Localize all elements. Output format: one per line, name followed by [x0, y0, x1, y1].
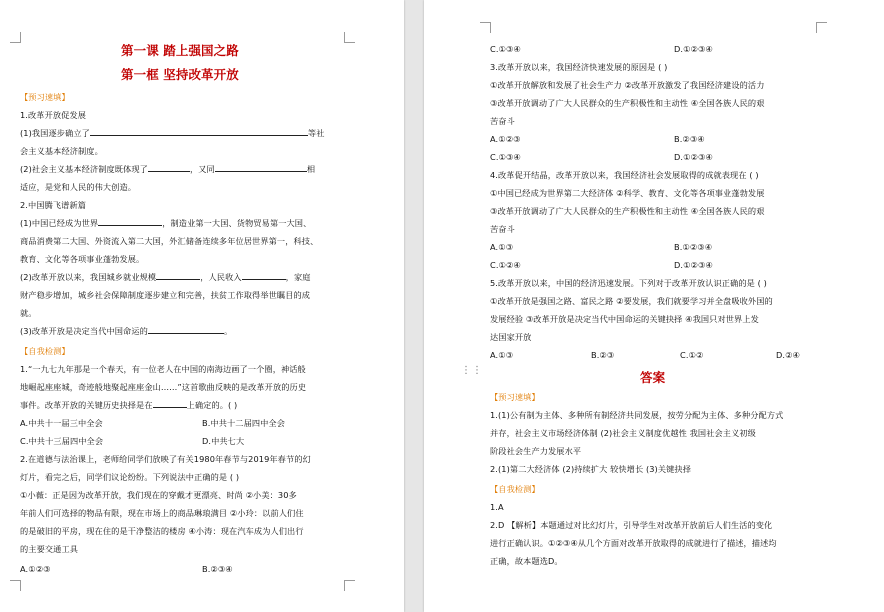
fill-blank [156, 272, 200, 280]
option: C.①③④ [490, 152, 521, 162]
question-line: 3.改革开放以来，我国经济快速发展的原因是 ( ) [490, 62, 668, 72]
margin-corner-mark [344, 580, 355, 591]
text-line: 会主义基本经济制度。 [20, 146, 103, 156]
margin-corner-mark [10, 580, 21, 591]
self-check-header: 【自我检测】 [20, 346, 70, 356]
option: C.①②④ [490, 260, 521, 270]
fill-blank [90, 128, 308, 136]
question-line: ①改革开放是强国之路、富民之路 ②要发展，我们就要学习并全盘吸收外国的 [490, 296, 773, 306]
section-title: 第一框 坚持改革开放 [121, 67, 239, 82]
question-line: 事件。改革开放的关键历史抉择是在 上确定的。( ) [20, 400, 238, 410]
option: C.①② [680, 350, 704, 360]
option: B.①②③④ [674, 242, 713, 252]
document-page-left [0, 0, 404, 612]
text-line: 就。 [20, 308, 37, 318]
question-line: 的主要交通工具 [20, 544, 79, 554]
question-line: 发展经验 ③改革开放是决定当代中国命运的关键抉择 ④我国只对世界上发 [490, 314, 759, 324]
question-line: ①小薇：正是因为改革开放，我们现在的穿戴才更漂亮、时尚 ②小美：30多 [20, 490, 297, 500]
question-line: 灯片，看完之后，同学们议论纷纷。下列说法中正确的是 ( ) [20, 472, 240, 482]
question-line: 地崛起座座城，奇迹般地聚起座座金山……”这首歌曲反映的是改革开放的历史 [20, 382, 307, 392]
answer-line: 阶段社会生产力发展水平 [490, 446, 582, 456]
option: B.②③④ [674, 134, 705, 144]
question-line: 苦奋斗 [490, 224, 515, 234]
self-check-header: 【自我检测】 [490, 484, 540, 494]
option: D.①②③④ [674, 152, 713, 162]
question-line: 年前人们可选择的物品有限，现在市场上的商品琳琅满目 ②小玲：以前人们住 [20, 508, 304, 518]
question-line: 1.“一九七九年那是一个春天，有一位老人在中国的南海边画了一个圈，神话般 [20, 364, 306, 374]
answer-line: 进行正确认识。①②③④从几个方面对改革开放取得的成就进行了描述，描述均 [490, 538, 777, 548]
answer-line: 2.(1)第二大经济体 (2)持续扩大 较快增长 (3)关键抉择 [490, 464, 691, 474]
option: C.①③④ [490, 44, 521, 54]
text-line: 1.改革开放促发展 [20, 110, 87, 120]
text-line: (2)改革开放以来，我国城乡就业规模 ，人民收入 ，家庭 [20, 272, 311, 282]
margin-corner-mark [10, 32, 21, 43]
option: B.②③ [591, 350, 615, 360]
option: B.②③④ [202, 564, 233, 574]
question-line: ①中国已经成为世界第二大经济体 ②科学、教育、文化等各项事业蓬勃发展 [490, 188, 765, 198]
fill-blank [98, 218, 162, 226]
lesson-title: 第一课 踏上强国之路 [121, 43, 239, 58]
text-line: 商品消费第二大国、外资流入第二大国，外汇储备连续多年位居世界第一，科技、 [20, 236, 319, 246]
fill-blank [153, 400, 187, 408]
option: A.中共十一届三中全会 [20, 418, 103, 428]
text-line: (2)社会主义基本经济制度既体现了 ，又同 相 [20, 164, 316, 174]
question-line: 达国家开放 [490, 332, 532, 342]
answers-title: 答案 [640, 370, 666, 385]
drag-handle-icon[interactable]: ⋮⋮ [461, 365, 483, 376]
fill-blank [242, 272, 286, 280]
text-line: (1)我国逐步确立了 等社 [20, 128, 325, 138]
option: D.中共七大 [202, 436, 245, 446]
question-line: 2.在道德与法治课上，老师给同学们放映了有关1980年春节与2019年春节的幻 [20, 454, 311, 464]
option: D.①②③④ [674, 260, 713, 270]
document-page-right [424, 0, 884, 612]
preview-header: 【预习速填】 [20, 92, 70, 102]
question-line: ①改革开放解放和发展了社会生产力 ②改革开放激发了我国经济建设的活力 [490, 80, 765, 90]
option: A.①②③ [490, 134, 521, 144]
option: A.①③ [490, 350, 514, 360]
preview-header: 【预习速填】 [490, 392, 540, 402]
text-line: 适应，是党和人民的伟大创造。 [20, 182, 137, 192]
margin-corner-mark [816, 22, 827, 33]
question-line: 4.改革促开结晶，改革开放以来，我国经济社会发展取得的成就表现在 ( ) [490, 170, 759, 180]
question-line: 的是破旧的平房，现在住的是干净整洁的楼房 ④小涛：现在汽车成为人们出行 [20, 526, 304, 536]
text-line: (1)中国已经成为世界 ，制造业第一大国、货物贸易第一大国、 [20, 218, 312, 228]
text-line: 财产稳步增加，城乡社会保障制度逐步建立和完善，扶贫工作取得举世瞩目的成 [20, 290, 311, 300]
option: A.①③ [490, 242, 514, 252]
text-line: (3)改革开放是决定当代中国命运的 。 [20, 326, 233, 336]
fill-blank [148, 326, 224, 334]
option: D.①②③④ [674, 44, 713, 54]
answer-line: 并存，社会主义市场经济体制 (2)社会主义制度优越性 我国社会主义初级 [490, 428, 756, 438]
answer-line: 1.A [490, 502, 504, 512]
question-line: ③改革开放调动了广大人民群众的生产积极性和主动性 ④全国各族人民的艰 [490, 206, 765, 216]
fill-blank [148, 164, 190, 172]
option: D.②④ [776, 350, 800, 360]
margin-corner-mark [480, 22, 491, 33]
option: A.①②③ [20, 564, 51, 574]
option: C.中共十三届四中全会 [20, 436, 104, 446]
text-line: 2.中国腾飞谱新篇 [20, 200, 87, 210]
text-line: 教育、文化等各项事业蓬勃发展。 [20, 254, 145, 264]
option: B.中共十二届四中全会 [202, 418, 286, 428]
question-line: 5.改革开放以来，中国的经济迅速发展。下列对于改革开放认识正确的是 ( ) [490, 278, 767, 288]
answer-line: 2.D 【解析】本题通过对比幻灯片，引导学生对改革开放前后人们生活的变化 [490, 520, 773, 530]
question-line: 苦奋斗 [490, 116, 515, 126]
question-line: ③改革开放调动了广大人民群众的生产积极性和主动性 ④全国各族人民的艰 [490, 98, 765, 108]
margin-corner-mark [344, 32, 355, 43]
answer-line: 正确，故本题选D。 [490, 556, 563, 566]
answer-line: 1.(1)公有制为主体、多种所有制经济共同发展，按劳分配为主体、多种分配方式 [490, 410, 784, 420]
fill-blank [215, 164, 307, 172]
